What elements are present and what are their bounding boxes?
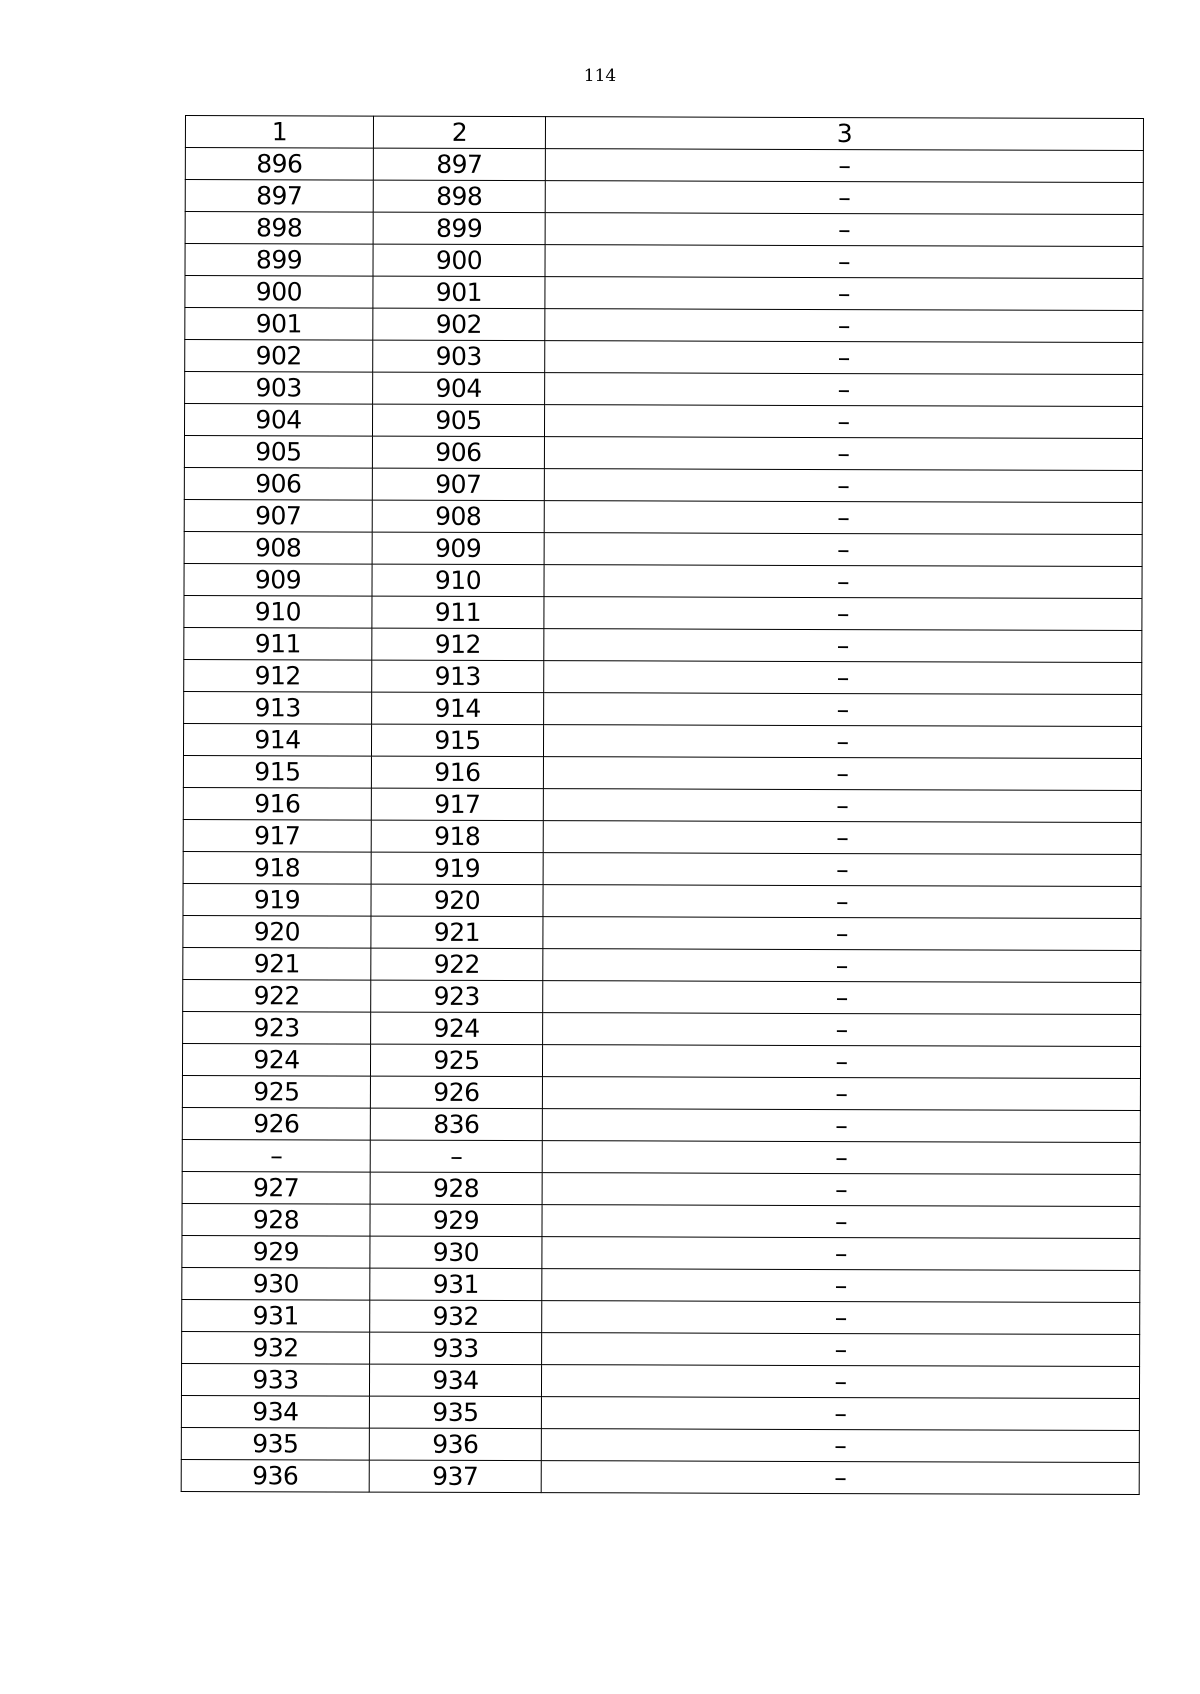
table-row [183, 915, 1141, 950]
table-cell-col-2: 917 [371, 788, 543, 821]
table-cell-col-2: 935 [369, 1396, 541, 1429]
column-header-1: 1 [185, 116, 373, 149]
table-cell-col-3: – [541, 1429, 1139, 1463]
table-cell-col-2: 930 [370, 1236, 542, 1269]
table-cell-col-1: 909 [184, 563, 372, 596]
table-cell-col-1: 916 [183, 787, 371, 820]
table-row [185, 372, 1143, 407]
table-row [185, 340, 1143, 375]
table-cell-col-1: 917 [183, 819, 371, 852]
table-row [185, 308, 1143, 343]
table-row [181, 1395, 1139, 1430]
table-row [184, 531, 1142, 566]
table-row [182, 1203, 1140, 1238]
table-cell-col-2: 934 [369, 1364, 541, 1397]
table-row [185, 212, 1143, 247]
table-row [185, 148, 1143, 183]
table-cell-col-3: – [542, 1173, 1140, 1207]
table-cell-col-1: 933 [181, 1363, 369, 1396]
table-cell-col-1: 927 [182, 1171, 370, 1204]
table-cell-col-2: 918 [371, 820, 543, 853]
table-cell-col-1: 924 [182, 1043, 370, 1076]
table-cell-col-1: 919 [183, 883, 371, 916]
table-cell-col-3: – [545, 213, 1143, 247]
table-cell-col-2: 898 [373, 180, 545, 213]
table-cell-col-2: 925 [370, 1044, 542, 1077]
table-cell-col-3: – [544, 501, 1142, 535]
table-cell-col-2: 909 [372, 532, 544, 565]
table-cell-col-1: 913 [184, 691, 372, 724]
table-cell-col-3: – [545, 309, 1143, 343]
table-header-row [185, 116, 1143, 151]
table-cell-col-2: 900 [373, 244, 545, 277]
table-row [182, 1267, 1140, 1302]
table-cell-col-2: 836 [370, 1108, 542, 1141]
table-row [184, 659, 1142, 694]
table-row [183, 723, 1141, 758]
table-cell-col-3: – [542, 1205, 1140, 1239]
table-cell-col-3: – [543, 981, 1141, 1015]
table-cell-col-2: 924 [371, 1012, 543, 1045]
table-row [181, 1427, 1139, 1462]
table-cell-col-3: – [543, 885, 1141, 919]
column-header-3: 3 [545, 117, 1143, 151]
table-row [182, 1331, 1140, 1366]
table-cell-col-3: – [543, 917, 1141, 951]
table-cell-col-3: – [543, 949, 1141, 983]
table-row [182, 1171, 1140, 1206]
table-cell-col-1: 903 [185, 372, 373, 405]
table-cell-col-3: – [544, 693, 1142, 727]
table-cell-col-1: 899 [185, 244, 373, 277]
table-cell-col-1: 918 [183, 851, 371, 884]
table-cell-col-1: 920 [183, 915, 371, 948]
table-cell-col-2: 902 [373, 308, 545, 341]
table-row [182, 1299, 1140, 1334]
table-cell-col-1: 930 [182, 1267, 370, 1300]
table-row [184, 627, 1142, 662]
table-cell-col-3: – [544, 565, 1142, 599]
table-cell-col-3: – [542, 1333, 1140, 1367]
table-cell-col-2: 905 [372, 404, 544, 437]
table-row [184, 404, 1142, 439]
table-cell-col-3: – [545, 341, 1143, 375]
table-cell-col-3: – [545, 181, 1143, 215]
table-cell-col-3: – [545, 373, 1143, 407]
table-row [183, 947, 1141, 982]
table-cell-col-2: 932 [370, 1300, 542, 1333]
table-cell-col-2: 920 [371, 884, 543, 917]
table-row [181, 1459, 1139, 1494]
table-cell-col-1: 925 [182, 1075, 370, 1108]
table-cell-col-3: – [543, 789, 1141, 823]
table-row [182, 1235, 1140, 1270]
table-cell-col-3: – [543, 821, 1141, 855]
table-row [183, 883, 1141, 918]
data-table [181, 115, 1144, 1495]
table-cell-col-3: – [542, 1045, 1140, 1079]
table-cell-col-2: 919 [371, 852, 543, 885]
table-cell-col-3: – [543, 757, 1141, 791]
table-cell-col-3: – [543, 725, 1141, 759]
table-row [184, 436, 1142, 471]
table-cell-col-2: 923 [371, 980, 543, 1013]
table-cell-col-2: 904 [373, 372, 545, 405]
table-cell-col-2: 916 [371, 756, 543, 789]
table-row [183, 819, 1141, 854]
table-cell-col-1: 921 [183, 947, 371, 980]
table-body [181, 148, 1143, 1495]
table-cell-col-1: 934 [181, 1395, 369, 1428]
table-cell-col-2: 911 [372, 596, 544, 629]
table-cell-col-2: 913 [372, 660, 544, 693]
table-cell-col-2: 931 [370, 1268, 542, 1301]
table-cell-col-3: – [542, 1237, 1140, 1271]
table-row [184, 467, 1142, 502]
table-cell-col-1: 923 [183, 1011, 371, 1044]
table-cell-col-1: 900 [185, 276, 373, 309]
table-cell-col-1: 897 [185, 180, 373, 213]
table-row [183, 755, 1141, 790]
table-row [182, 1107, 1140, 1142]
table-cell-col-3: – [544, 469, 1142, 503]
table-cell-col-3: – [543, 853, 1141, 887]
table-row [182, 1075, 1140, 1110]
table-row [185, 276, 1143, 311]
table-row [182, 1043, 1140, 1078]
table-cell-col-1: 898 [185, 212, 373, 245]
table-cell-col-1: 902 [185, 340, 373, 373]
table-cell-col-2: 914 [372, 692, 544, 725]
table-cell-col-1: 904 [184, 404, 372, 437]
table-cell-col-1: 931 [182, 1299, 370, 1332]
table-cell-col-2: 937 [369, 1460, 541, 1493]
table-cell-col-2: – [370, 1140, 542, 1173]
table-cell-col-2: 906 [372, 436, 544, 469]
table-cell-col-2: 907 [372, 468, 544, 501]
table-cell-col-1: 911 [184, 627, 372, 660]
table-cell-col-2: 908 [372, 500, 544, 533]
table-cell-col-3: – [544, 405, 1142, 439]
table-cell-col-1: 896 [185, 148, 373, 181]
table-cell-col-3: – [542, 1301, 1140, 1335]
table-cell-col-1: 905 [184, 436, 372, 469]
table-row [184, 563, 1142, 598]
table-cell-col-1: 932 [182, 1331, 370, 1364]
table-cell-col-3: – [544, 629, 1142, 663]
table-cell-col-1: 922 [183, 979, 371, 1012]
table-cell-col-3: – [542, 1269, 1140, 1303]
table-header [185, 116, 1143, 151]
table-cell-col-1: 935 [181, 1427, 369, 1460]
table-cell-col-1: 910 [184, 595, 372, 628]
table-row [183, 787, 1141, 822]
table-cell-col-3: – [544, 661, 1142, 695]
table-cell-col-3: – [545, 245, 1143, 279]
table-cell-col-3: – [541, 1365, 1139, 1399]
table-cell-col-1: 936 [181, 1459, 369, 1492]
table-cell-col-1: 914 [183, 723, 371, 756]
table-cell-col-2: 921 [371, 916, 543, 949]
table-cell-col-3: – [545, 277, 1143, 311]
table-cell-col-2: 903 [373, 340, 545, 373]
table-row [185, 180, 1143, 215]
table-cell-col-2: 922 [371, 948, 543, 981]
table-cell-col-3: – [544, 533, 1142, 567]
table-cell-col-3: – [544, 597, 1142, 631]
table-row [183, 851, 1141, 886]
table-cell-col-3: – [544, 437, 1142, 471]
table-cell-col-1: 915 [183, 755, 371, 788]
table-cell-col-2: 936 [369, 1428, 541, 1461]
table-row [183, 979, 1141, 1014]
table-cell-col-2: 915 [371, 724, 543, 757]
table-cell-col-3: – [541, 1461, 1139, 1495]
table-cell-col-2: 929 [370, 1204, 542, 1237]
table-cell-col-1: 929 [182, 1235, 370, 1268]
table-cell-col-1: – [182, 1139, 370, 1172]
table-cell-col-3: – [542, 1109, 1140, 1143]
table-cell-col-1: 901 [185, 308, 373, 341]
table-cell-col-2: 926 [370, 1076, 542, 1109]
table-row [181, 1363, 1139, 1398]
table-cell-col-2: 912 [372, 628, 544, 661]
table-cell-col-2: 897 [373, 148, 545, 181]
table-cell-col-3: – [542, 1077, 1140, 1111]
column-header-2: 2 [373, 116, 545, 149]
page-number: 114 [583, 66, 617, 86]
table-cell-col-3: – [545, 149, 1143, 183]
table-cell-col-3: – [543, 1013, 1141, 1047]
table-cell-col-1: 907 [184, 499, 372, 532]
table-cell-col-1: 906 [184, 467, 372, 500]
table-cell-col-2: 899 [373, 212, 545, 245]
table-row [182, 1139, 1140, 1174]
table-row [184, 595, 1142, 630]
table-row [183, 1011, 1141, 1046]
table-cell-col-2: 910 [372, 564, 544, 597]
table-cell-col-1: 926 [182, 1107, 370, 1140]
table-cell-col-2: 901 [373, 276, 545, 309]
table-row [185, 244, 1143, 279]
table-cell-col-1: 908 [184, 531, 372, 564]
table-cell-col-2: 928 [370, 1172, 542, 1205]
table-cell-col-1: 912 [184, 659, 372, 692]
table-row [184, 499, 1142, 534]
table-cell-col-1: 928 [182, 1203, 370, 1236]
table-cell-col-3: – [542, 1141, 1140, 1175]
table-cell-col-2: 933 [370, 1332, 542, 1365]
table-row [184, 691, 1142, 726]
table-cell-col-3: – [541, 1397, 1139, 1431]
